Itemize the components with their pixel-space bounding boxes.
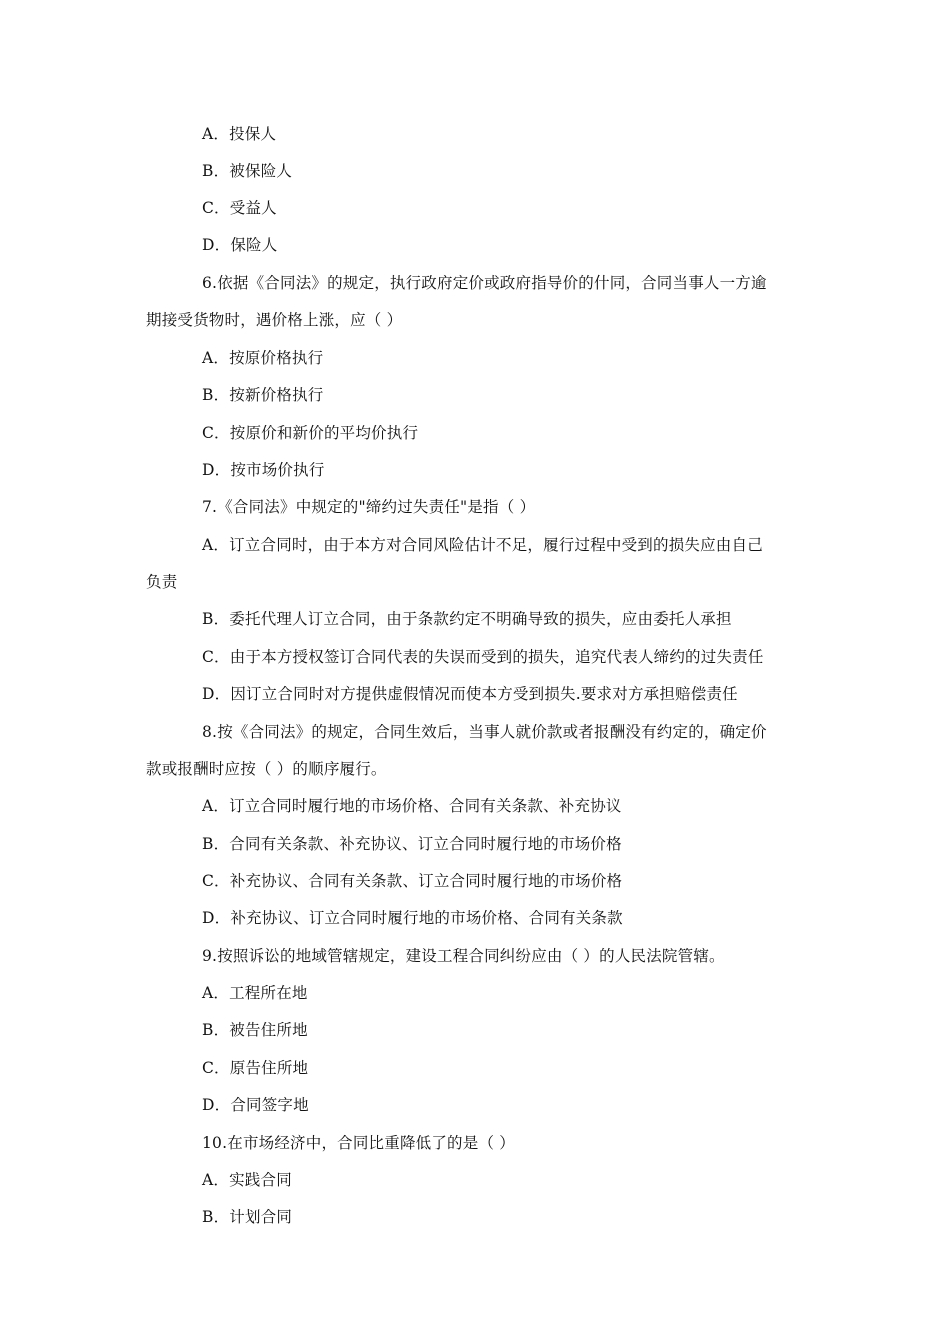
- option-5b: B．被保险人: [202, 162, 293, 180]
- option-9a: A．工程所在地: [202, 984, 308, 1002]
- option-10a: A．实践合同: [202, 1171, 292, 1189]
- option-7a-line-1: A．订立合同时，由于本方对合同风险估计不足，履行过程中受到的损失应由自己: [202, 536, 763, 554]
- option-7d: D．因订立合同时对方提供虚假情况而使本方受到损失.要求对方承担赔偿责任: [202, 685, 738, 703]
- option-9b: B．被告住所地: [202, 1021, 308, 1039]
- option-6d: D．按市场价执行: [202, 461, 325, 479]
- option-8d: D．补充协议、订立合同时履行地的市场价格、合同有关条款: [202, 909, 623, 927]
- option-10b: B．计划合同: [202, 1208, 293, 1226]
- question-8-line-1: 8.按《合同法》的规定，合同生效后，当事人就价款或者报酬没有约定的，确定价: [202, 723, 767, 741]
- option-5d: D．保险人: [202, 236, 278, 254]
- option-7c: C．由于本方授权签订合同代表的失误而受到的损失，追究代表人缔约的过失责任: [202, 648, 764, 666]
- option-8c: C．补充协议、合同有关条款、订立合同时履行地的市场价格: [202, 872, 623, 890]
- question-7: 7.《合同法》中规定的"缔约过失责任"是指（ ）: [202, 498, 536, 516]
- option-9c: C．原告住所地: [202, 1059, 309, 1077]
- option-8b: B．合同有关条款、补充协议、订立合同时履行地的市场价格: [202, 835, 622, 853]
- option-6c: C．按原价和新价的平均价执行: [202, 424, 419, 442]
- option-8a: A．订立合同时履行地的市场价格、合同有关条款、补充协议: [202, 797, 622, 815]
- question-6-line-2: 期接受货物时，遇价格上涨，应（ ）: [146, 311, 403, 329]
- question-10: 10.在市场经济中，合同比重降低了的是（ ）: [202, 1134, 515, 1152]
- option-9d: D．合同签字地: [202, 1096, 309, 1114]
- option-6b: B．按新价格执行: [202, 386, 324, 404]
- option-5a: A．投保人: [202, 125, 277, 143]
- option-6a: A．按原价格执行: [202, 349, 324, 367]
- option-5c: C．受益人: [202, 199, 277, 217]
- option-7b: B．委托代理人订立合同，由于条款约定不明确导致的损失，应由委托人承担: [202, 610, 732, 628]
- question-8-line-2: 款或报酬时应按（ ）的顺序履行。: [146, 760, 387, 778]
- option-7a-line-2: 负责: [146, 573, 178, 591]
- question-9: 9.按照诉讼的地域管辖规定，建设工程合同纠纷应由（ ）的人民法院管辖。: [202, 947, 725, 965]
- question-6-line-1: 6.依据《合同法》的规定，执行政府定价或政府指导价的什同，合同当事人一方逾: [202, 274, 767, 292]
